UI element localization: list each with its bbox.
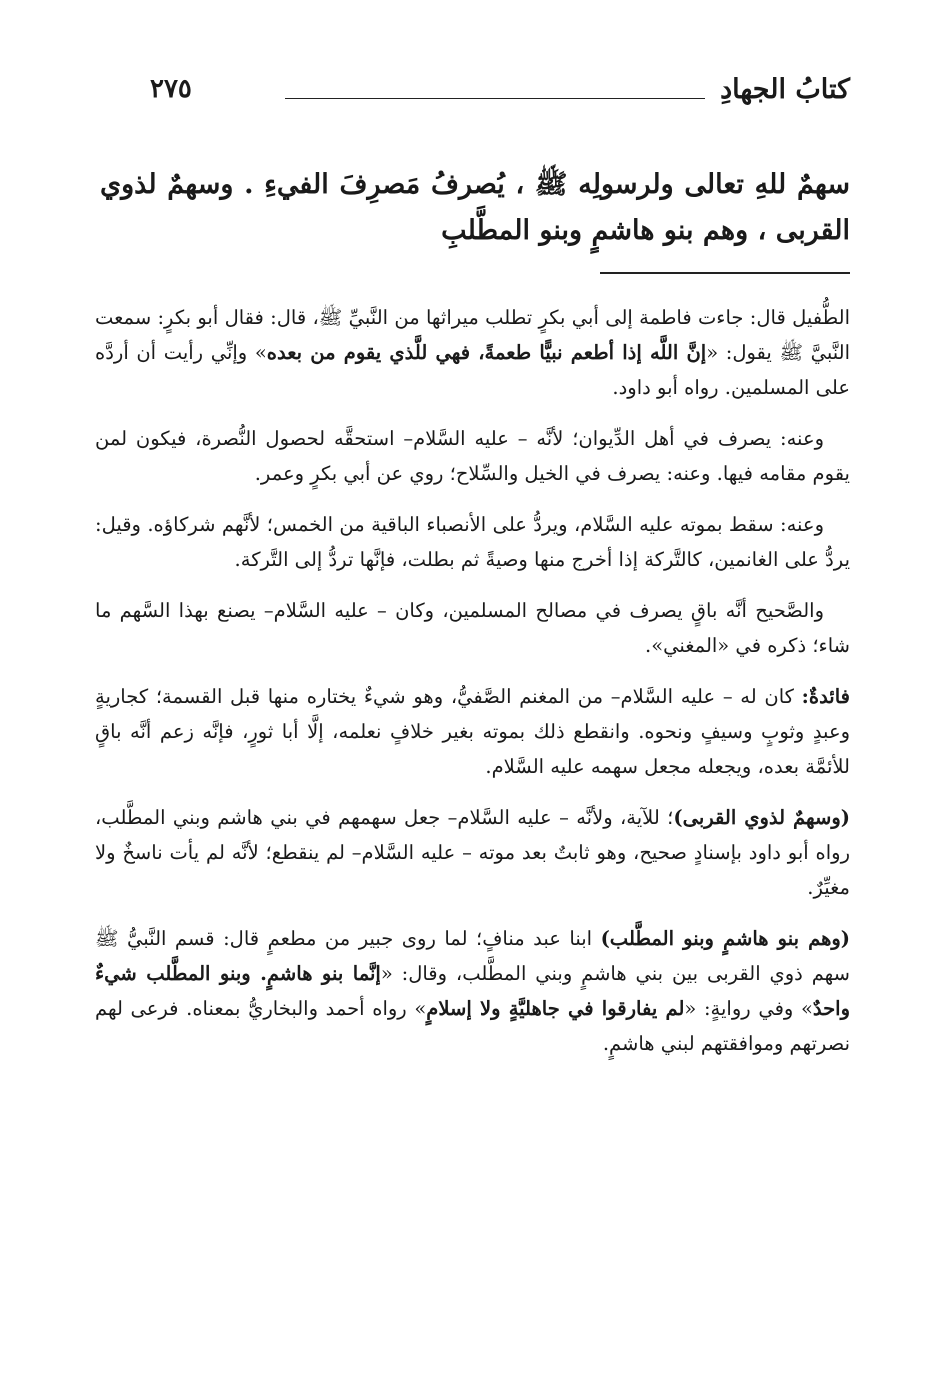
text-run: » رواه أحمد والبخاريُّ بمعناه. فرعى لهم نصرتهم وموافقتهم لبني هاشمٍ.	[95, 997, 850, 1055]
hadith-quote: لم يفارقوا في جاهليَّةٍ ولا إسلامٍ	[426, 997, 685, 1020]
matn-quote: (وسهمٌ لذوي القربى)	[673, 806, 850, 829]
matn-quote: (وهم بنو هاشمٍ وبنو المطَّلب)	[600, 927, 850, 950]
note-heading: فائدةٌ:	[801, 685, 850, 708]
text-run: » وفي روايةٍ: «	[684, 997, 813, 1020]
paragraph	[95, 800, 850, 905]
text-run: الطُّفيل قال: جاءت فاطمة إلى أبي بكرٍ تطلب ميراثها من النَّبيِّ ﷺ، قال: فقال أبو بكرٍ: سمعت النَّبيَّ ﷺ يقول: «	[95, 306, 851, 364]
header-rule	[285, 98, 705, 99]
text-run: والصَّحيح أنَّه باقٍ يصرف في مصالح المسلمين، وكان – عليه السَّلام– يصنع بهذا السَّهم ما شاء؛ ذكره في «المغني».	[95, 599, 850, 657]
text-run: ؛ للآية، ولأنَّه – عليه السَّلام– جعل سهمهم في بني هاشم وبني المطَّلب، رواه أبو داود بإسنادٍ صحيح، وهو ثابتٌ بعد موته – عليه السَّلام– لم ينقطع؛ لأنَّه لم يأت ناسخٌ ولا مغيِّرٌ.	[95, 806, 850, 899]
running-header	[150, 74, 850, 114]
hadith-quote: إنَّ اللَّه إذا أطعم نبيًّا طعمةً، فهي للَّذي يقوم من بعده	[266, 341, 707, 364]
text-run: وعنه: سقط بموته عليه السَّلام، ويردُّ على الأنصباء الباقية من الخمس؛ لأنَّهم شركاؤه. وقيل: يردُّ على الغانمين، كالتَّركة إذا أخرج منها وصيةً ثم بطلت، فإنَّها تردُّ إلى التَّركة.	[95, 513, 850, 571]
text-run: كان له – عليه السَّلام– من المغنم الصَّفيُّ، وهو شيءٌ يختاره منها قبل القسمة؛ كجاريةٍ وعبدٍ وثوبٍ وسيفٍ ونحوه. وانقطع ذلك بموته بغير خلافٍ نعلمه، إلَّا أبا ثورٍ، فإنَّه زعم أنَّه باقٍ للأئمَّة بعده، ويجعله مجعل سهمه عليه السَّلام.	[95, 685, 850, 778]
hadith-quote: إنَّما بنو هاشمٍ. وبنو المطَّلب شيءٌ واحدٌ	[95, 962, 850, 1020]
paragraph	[95, 507, 850, 577]
commentary	[95, 300, 850, 1077]
matn-separator-rule	[600, 272, 850, 274]
paragraph	[95, 421, 850, 491]
paragraph	[95, 679, 850, 784]
paragraph	[95, 300, 850, 405]
chapter-title: كتابُ الجهادِ	[720, 74, 850, 105]
text-run: ابنا عبد منافٍ؛ لما روى جبير من مطعمٍ قال: قسم النَّبيُّ ﷺ سهم ذوي القربى بين بني هاشمٍ وبني المطَّلب، وقال: «	[95, 927, 851, 985]
page-number: ٢٧٥	[150, 74, 192, 104]
text-run: » وإنِّي رأيت أن أردَّه على المسلمين. رواه أبو داود.	[95, 341, 850, 399]
paragraph	[95, 593, 850, 663]
matn-text: سهمٌ للهِ تعالى ولرسولِه ﷺ ، يُصرفُ مَصرِفَ الفيءِ . وسهمٌ لذوي القربى ، وهم بنو هاشمٍ وبنو المطَّلبِ	[100, 169, 850, 246]
text-run: وعنه: يصرف في أهل الدِّيوان؛ لأنَّه – عليه السَّلام– استحقَّه لحصول النُّصرة، فيكون لمن يقوم مقامه فيها. وعنه: يصرف في الخيل والسِّلاح؛ روي عن أبي بكرٍ وعمر.	[95, 427, 850, 485]
paragraph	[95, 921, 850, 1061]
